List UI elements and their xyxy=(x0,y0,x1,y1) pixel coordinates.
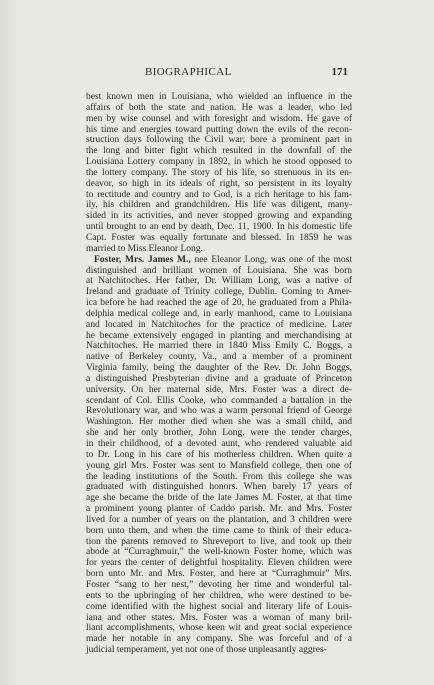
text-line: Natchitoches. He married there in 1840 Miss Emily C. Boggs, a xyxy=(86,341,352,352)
text-line: ica before he had reached the age of 20, he graduated from a Phila- xyxy=(86,298,352,309)
entry-heading: Foster, Mrs. James M., xyxy=(94,254,191,265)
text-line: until brought to an end by death, Dec. 11, 1900. In his domestic life xyxy=(86,222,352,233)
text-line: distinguished and brilliant women of Louisiana. She was born xyxy=(86,265,352,276)
text-line: to Dr. Long in his care of his motherless children. When quite a xyxy=(86,449,352,460)
text-line: deavor, so high in its ideals of right, so persistent in its loyalty xyxy=(86,178,352,189)
text-line: delphia medical college and, in early manhood, came to Louisiana xyxy=(86,308,352,319)
text-line: young girl Mrs. Foster was sent to Mansfield college, then one of xyxy=(86,460,352,471)
text-line: Capt. Foster was equally fortunate and blessed. In 1859 he was xyxy=(86,232,352,243)
text-line: born unto them, and when the time came to think of their educa- xyxy=(86,525,352,536)
text-line: liant accomplishments, whose keen wit and great social experience xyxy=(86,623,352,634)
text-line: university. On her maternal side, Mrs. Foster was a direct de- xyxy=(86,384,352,395)
text-line: age she became the bride of the late James M. Foster, at that time xyxy=(86,493,352,504)
text-line: affairs of both the state and nation. He was a leader, who led xyxy=(86,102,352,113)
text-line: married to Miss Eleanor Long. xyxy=(86,243,203,254)
entry-heading-continuation: nee Eleanor Long, was one of the most xyxy=(190,254,352,265)
text-line: the lottery company. The story of his life, so strenuous in its en- xyxy=(86,167,352,178)
text-line: tion the parents removed to Shreveport to live, and took up their xyxy=(86,536,352,547)
paragraph-captain-foster xyxy=(86,92,352,255)
text-line: Ireland and graduate of Trinity college, Dublin. Coming to Amer- xyxy=(86,287,352,298)
gutter-shadow xyxy=(0,0,18,685)
running-head: BIOGRAPHICAL xyxy=(145,66,232,78)
text-line: and located in Natchitoches for the practice of medicine. Later xyxy=(86,319,352,330)
text-line: a prominent young planter of Caddo parish. Mr. and Mrs. Foster xyxy=(86,504,352,515)
text-line: scendant of Col. Ellis Cooke, who commanded a battalion in the xyxy=(86,395,352,406)
text-line: Revolutionary war, and who was a warm personal friend of George xyxy=(86,406,352,417)
text-line: ents to the upbringing of her children, who were destined to be- xyxy=(86,590,352,601)
text-line: graduated with distinguished honors. When barely 17 years of xyxy=(86,482,352,493)
text-line: Foster “sang to her nest,” devoting her time and wonderful tal- xyxy=(86,579,352,590)
text-line: at Natchitoches. Her father, Dr. William Long, was a native of xyxy=(86,276,352,287)
body-text xyxy=(86,92,352,656)
text-line: in their childhood, of a devoted aunt, who rendered valuable aid xyxy=(86,439,352,449)
text-line: the long and bitter fight which resulted in the downfall of the xyxy=(86,146,352,157)
page-number: 171 xyxy=(331,66,348,78)
paragraph-first-line xyxy=(86,255,352,266)
text-line: ily, his children and grandchildren. His life was diligent, many- xyxy=(86,200,352,211)
text-line: abode at “Curraghmuir,” the well-known Foster home, which was xyxy=(86,547,352,558)
text-line: men by wise counsel and with foresight and wisdom. He gave of xyxy=(86,113,352,124)
text-line: judicial temperament, yet not one of those unpleasantly aggres- xyxy=(86,645,327,656)
page-header xyxy=(145,66,348,80)
text-line: struction days following the Civil war; bore a prominent part in xyxy=(86,135,352,146)
text-line: best known men in Louisiana, who wielded an influence in the xyxy=(86,92,352,102)
text-line: she and her only brother, John Long, were the tender charges, xyxy=(86,428,352,439)
text-line: iana and other states. Mrs. Foster was a woman of many bril- xyxy=(86,612,352,623)
text-line: Washington. Her mother died when she was a small child, and xyxy=(86,417,352,428)
text-line: the leading institutions of the South. From this college she was xyxy=(86,471,352,482)
text-line: made her notable in any company. She was forceful and of a xyxy=(86,634,352,645)
text-line: for years the center of delightful hospitality. Eleven children were xyxy=(86,558,352,569)
text-line: native of Berkeley county, Va., and a member of a prominent xyxy=(86,352,352,363)
text-line: born unto Mr. and Mrs. Foster, and here at “Curraghmuir” Mrs. xyxy=(86,569,352,580)
text-line: Virginia family, being the daughter of the Rev. Dr. John Boggs, xyxy=(86,363,352,374)
text-line: come identified with the highest social and literary life of Louis- xyxy=(86,601,352,612)
text-line: to rectitude and country and to God, is a rich heritage to his fam- xyxy=(86,189,352,200)
text-line: lived for a number of years on the plantation, and 3 children were xyxy=(86,514,352,525)
text-line: sided in its activities, and never stopped growing and expanding xyxy=(86,211,352,222)
text-line: Louisiana Lottery company in 1892, in which he stood opposed to xyxy=(86,157,352,168)
text-line: his time and energies toward putting down the evils of the recon- xyxy=(86,124,352,135)
text-line: he became extensively engaged in planting and merchandising at xyxy=(86,330,352,341)
paragraph-mrs-foster xyxy=(86,255,352,656)
text-line: a distinguished Presbyterian divine and a graduate of Princeton xyxy=(86,373,352,384)
